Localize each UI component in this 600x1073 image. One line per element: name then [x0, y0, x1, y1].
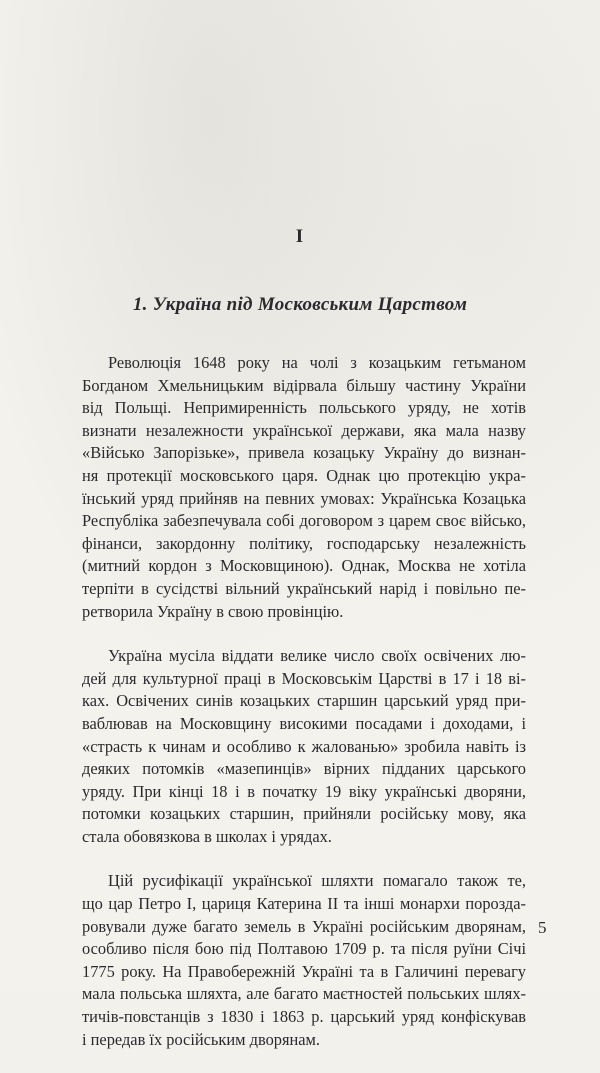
text-line: потомки козацьких старшин, прийняли російську мову, яка — [82, 804, 526, 824]
text-line: ровували дуже багато земель в Україні російським дворянам, — [82, 916, 526, 936]
body-text — [82, 352, 526, 1073]
text-line: ня протекції московського царя. Однак цю протекцію укра- — [82, 465, 526, 485]
text-line: «Військо Запорізьке», привела козацьку Україну до визнан- — [82, 443, 526, 463]
text-line: деяких потомків «мазепинців» вірних підданих царського — [82, 759, 526, 779]
page-number: 5 — [538, 918, 547, 937]
text-line: фінанси, закордонну політику, господарську незалежність — [82, 533, 526, 553]
text-line: (митний кордон з Московщиною). Однак, Москва не хотіла — [82, 556, 526, 576]
text-line: ретворила Україну в свою провінцію. — [82, 601, 344, 621]
text-line: терпіти в сусідстві вільний український нарід і повільно пе- — [82, 578, 526, 598]
chapter-numeral: I — [295, 226, 305, 247]
text-line: визнати незалежности української держави, яка мала назву — [82, 420, 526, 440]
paragraph-3 — [82, 870, 526, 1051]
text-line: Цій русифікації української шляхти помагало також те, — [108, 871, 526, 891]
text-line: 1775 року. На Правобережній Україні та в Галичині перевагу — [82, 961, 526, 981]
text-line: дей для культурної праці в Московськім Царстві в 17 і 18 ві- — [82, 668, 526, 688]
text-line: «страсть к чинам и особливо к жалованью» зробила навіть із — [82, 736, 526, 756]
text-line: особливо після бою під Полтавою 1709 р. та після руїни Січі — [82, 939, 526, 959]
text-line: і передав їх російським дворянам. — [82, 1029, 321, 1049]
text-line: Революція 1648 року на чолі з козацьким гетьманом — [108, 353, 526, 372]
paragraph-1 — [82, 352, 526, 623]
paragraph-2 — [82, 645, 526, 848]
section-title: 1. Україна під Московським Царством — [132, 294, 468, 315]
text-line: від Польщі. Непримиренність польського уряду, не хотів — [82, 398, 526, 418]
text-line: уряду. При кінці 18 і в початку 19 віку українські дворяни, — [82, 781, 526, 801]
text-line: тичів-повстанців з 1830 і 1863 р. царський уряд конфіскував — [82, 1007, 526, 1027]
text-line: їнський уряд прийняв на певних умовах: Українська Козацька — [82, 488, 526, 508]
text-line: Богданом Хмельницьким відірвала більшу частину України — [82, 375, 526, 395]
text-line: ваблював на Московщину високими посадами і доходами, і — [82, 713, 526, 733]
text-line: ках. Освічених синів козацьких старшин царський уряд при- — [82, 691, 526, 711]
text-line: Республіка забезпечувала собі договором з царем своє військо, — [82, 511, 526, 531]
text-line: що цар Петро І, цариця Катерина ІІ та інші монархи порозда- — [82, 894, 526, 914]
text-line: Україна мусіла віддати велике число своїх освічених лю- — [108, 646, 526, 666]
text-line: мала польська шляхта, але багато маєтностей польських шлях- — [82, 984, 526, 1004]
text-line: стала обовязкова в школах і урядах. — [82, 826, 332, 846]
